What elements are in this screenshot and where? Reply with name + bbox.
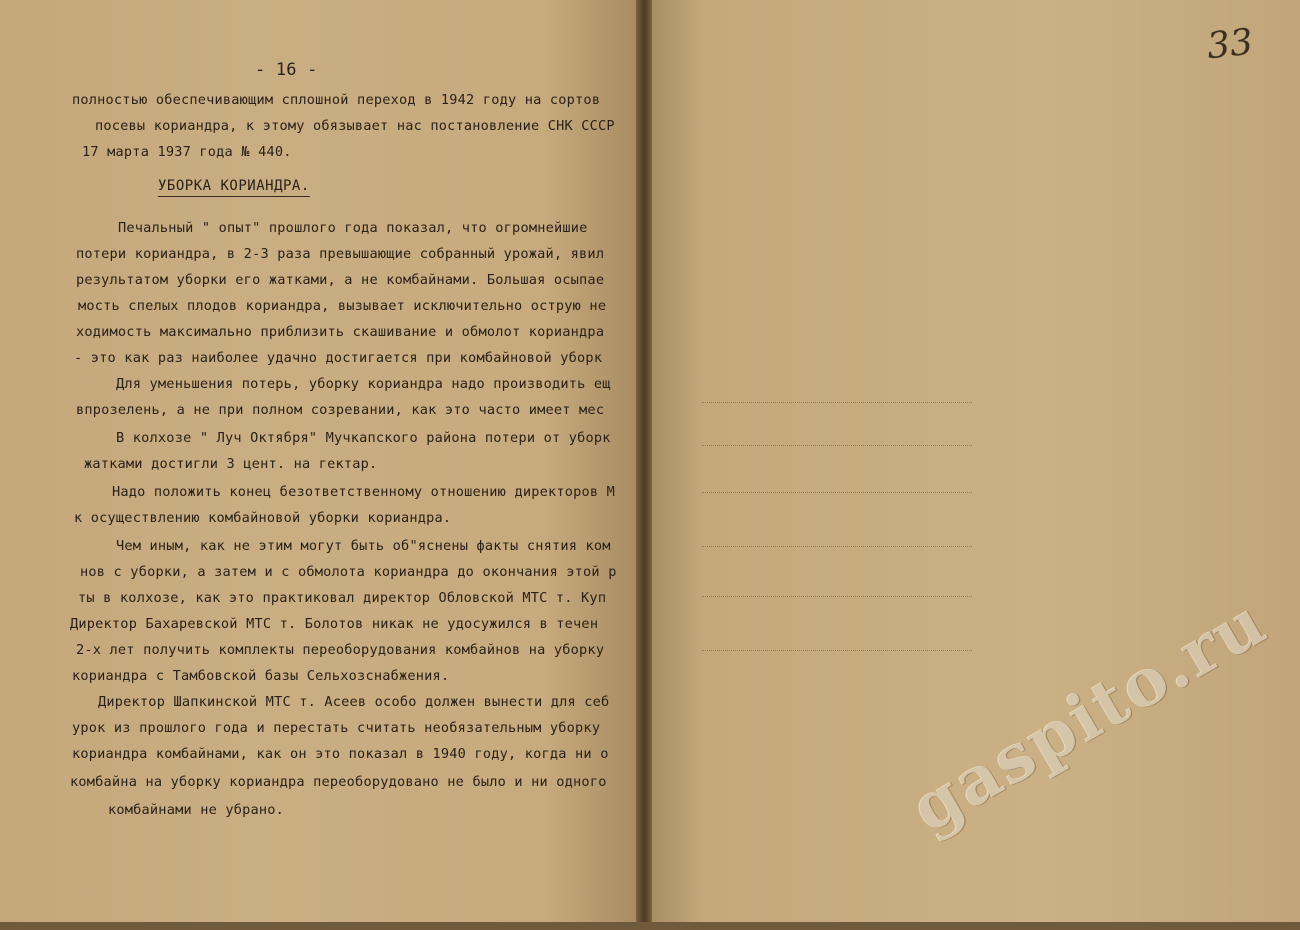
left-page (0, 0, 640, 930)
body-line: ходимость максимально приблизить скашивание и обмолот кориандра (76, 324, 605, 340)
body-line: 2-х лет получить комплекты переоборудования комбайнов на уборку (76, 642, 605, 658)
body-line: нов с уборки, а затем и с обмолота кориандра до окончания этой р (80, 564, 617, 580)
body-line: комбайна на уборку кориандра переоборудовано не было и ни одного (70, 774, 607, 790)
bottom-edge (0, 922, 1300, 930)
body-line: жатками достигли 3 цент. на гектар. (84, 456, 378, 472)
dotted-line (702, 596, 972, 597)
dotted-line (702, 546, 972, 547)
body-line: к осуществлению комбайновой уборки кориандра. (74, 510, 452, 526)
body-line: Надо положить конец безответственному отношению директоров М (112, 484, 616, 500)
body-line: результатом уборки его жатками, а не комбайнами. Большая осыпае (76, 272, 605, 288)
page-number: - 16 - (255, 60, 318, 80)
intro-line: посевы кориандра, к этому обязывает нас постановление СНК СССР (95, 118, 615, 134)
body-line: комбайнами не убрано. (108, 802, 285, 818)
folio-number: 33 (1204, 21, 1255, 68)
body-line: кориандра комбайнами, как он это показал в 1940 году, когда ни о (72, 746, 609, 762)
body-line: - это как раз наиболее удачно достигается при комбайновой уборк (74, 350, 603, 366)
body-line: потери кориандра, в 2-3 раза превышающие собранный урожай, явил (76, 246, 605, 262)
intro-line: 17 марта 1937 года № 440. (82, 144, 292, 160)
body-line: ты в колхозе, как это практиковал директор Обловской МТС т. Куп (78, 590, 607, 606)
body-line: урок из прошлого года и перестать считать необязательным уборку (72, 720, 601, 736)
body-line: Чем иным, как не этим могут быть об"яснены факты снятия ком (116, 538, 611, 554)
body-line: Директор Бахаревской МТС т. Болотов никак не удосужился в течен (70, 616, 599, 632)
body-line: Печальный " опыт" прошлого года показал, что огромнейшие (118, 220, 588, 236)
section-heading: УБОРКА КОРИАНДРА. (158, 178, 310, 197)
dotted-line (702, 445, 972, 446)
body-line: мость спелых плодов кориандра, вызывает исключительно острую не (78, 298, 607, 314)
dotted-line (702, 402, 972, 403)
body-line: В колхозе " Луч Октября" Мучкапского района потери от уборк (116, 430, 611, 446)
body-line: кориандра с Тамбовской базы Сельхозснабжения. (72, 668, 450, 684)
body-line: впрозелень, а не при полном созревании, как это часто имеет мес (76, 402, 605, 418)
intro-line: полностью обеспечивающим сплошной переход в 1942 году на сортов (72, 92, 601, 108)
watermark-text: gaspito.ru (897, 581, 1280, 848)
right-page (652, 0, 1300, 930)
body-line: Директор Шапкинской МТС т. Асеев особо должен вынести для себ (98, 694, 610, 710)
body-line: Для уменьшения потерь, уборку кориандра надо производить ещ (116, 376, 611, 392)
dotted-line (702, 650, 972, 651)
dotted-line (702, 492, 972, 493)
